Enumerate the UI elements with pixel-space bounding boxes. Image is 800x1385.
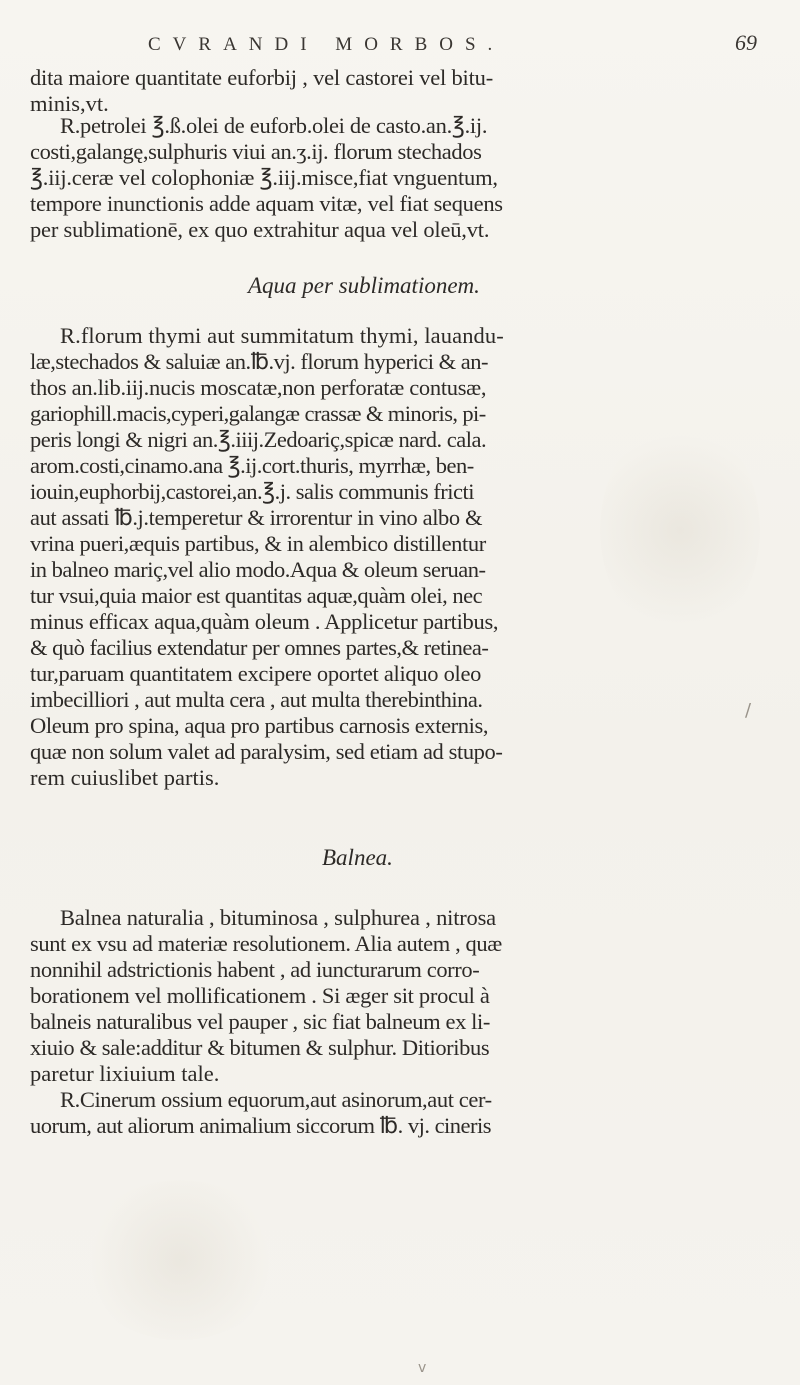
- text-line: arom.costi,cinamo.ana ℥.ij.cort.thuris, myrrhæ, ben-: [30, 453, 474, 478]
- paper-stain: [80, 1180, 280, 1340]
- text-line: paretur lixiuium tale.: [30, 1061, 220, 1086]
- text-line: vrina pueri,æquis partibus, & in alembico distillentur: [30, 531, 486, 556]
- text-line: dita maiore quantitate euforbij , vel castorei vel bitu-: [30, 65, 494, 90]
- text-line: xiuio & sale:additur & bitumen & sulphur. Ditioribus: [30, 1035, 490, 1060]
- text-line: costi,galangę,sulphuris viui an.ʒ.ij. florum stechados: [30, 139, 482, 164]
- text-line: gariophill.macis,cyperi,galangæ crassæ & minoris, pi-: [30, 401, 486, 426]
- text-line: tempore inunctionis adde aquam vitæ, vel fiat sequens: [30, 191, 503, 216]
- text-line: tur vsui,quia maior est quantitas aquæ,quàm olei, nec: [30, 583, 483, 608]
- text-line: rem cuiuslibet partis.: [30, 765, 220, 790]
- text-line: imbecilliori , aut multa cera , aut multa therebinthina.: [30, 687, 483, 712]
- paper-stain: [600, 420, 760, 640]
- text-line: R.petrolei ℥.ß.olei de euforb.olei de casto.an.℥.ij.: [60, 113, 488, 138]
- text-line: per sublimationē, ex quo extrahitur aqua vel oleū,vt.: [30, 217, 490, 242]
- text-line: balneis naturalibus vel pauper , sic fiat balneum ex li-: [30, 1009, 490, 1034]
- text-line: nonnihil adstrictionis habent , ad iuncturarum corro-: [30, 957, 480, 982]
- text-line: uorum, aut aliorum animalium siccorum ℔. vj. cineris: [30, 1113, 492, 1138]
- running-head-title: CVRANDI MORBOS.: [148, 34, 505, 55]
- text-line: thos an.lib.iij.nucis moscatæ,non perforatæ contusæ,: [30, 375, 487, 400]
- text-line: sunt ex vsu ad materiæ resolutionem. Alia autem , quæ: [30, 931, 502, 956]
- text-line: in balneo mariç,vel alio modo.Aqua & oleum seruan-: [30, 557, 486, 582]
- text-line: iouin,euphorbij,castorei,an.℥.j. salis communis fricti: [30, 479, 475, 504]
- text-line: Balnea naturalia , bituminosa , sulphurea , nitrosa: [60, 905, 496, 930]
- text-line: peris longi & nigri an.℥.iiij.Zedoariç,spicæ nard. cala.: [30, 427, 487, 452]
- stray-mark: /: [745, 700, 752, 721]
- running-head: [0, 28, 800, 68]
- text-line: Oleum pro spina, aqua pro partibus carnosis externis,: [30, 713, 489, 738]
- text-line: R.Cinerum ossium equorum,aut asinorum,aut cer-: [60, 1087, 492, 1112]
- text-line: tur,paruam quantitatem excipere oportet aliquo oleo: [30, 661, 482, 686]
- stray-mark: v: [418, 1360, 427, 1376]
- text-line: minus efficax aqua,quàm oleum . Applicetur partibus,: [30, 609, 499, 634]
- text-line: minis,vt.: [30, 91, 109, 116]
- section-heading: Aqua per sublimationem.: [248, 273, 480, 298]
- text-line: & quò facilius extendatur per omnes partes,& retinea-: [30, 635, 489, 660]
- text-line: R.florum thymi aut summitatum thymi, lauandu-: [60, 323, 504, 348]
- section-heading: Balnea.: [322, 845, 393, 870]
- text-line: quæ non solum valet ad paralysim, sed etiam ad stupo-: [30, 739, 503, 764]
- text-line: aut assati ℔.j.temperetur & irrorentur in vino albo &: [30, 505, 483, 530]
- text-line: ℥.iij.ceræ vel colophoniæ ℥.iij.misce,fiat vnguentum,: [30, 165, 498, 190]
- text-line: læ,stechados & saluiæ an.℔.vj. florum hyperici & an-: [30, 349, 488, 374]
- page-number: 69: [735, 30, 757, 55]
- text-line: borationem vel mollificationem . Si æger sit procul à: [30, 983, 490, 1008]
